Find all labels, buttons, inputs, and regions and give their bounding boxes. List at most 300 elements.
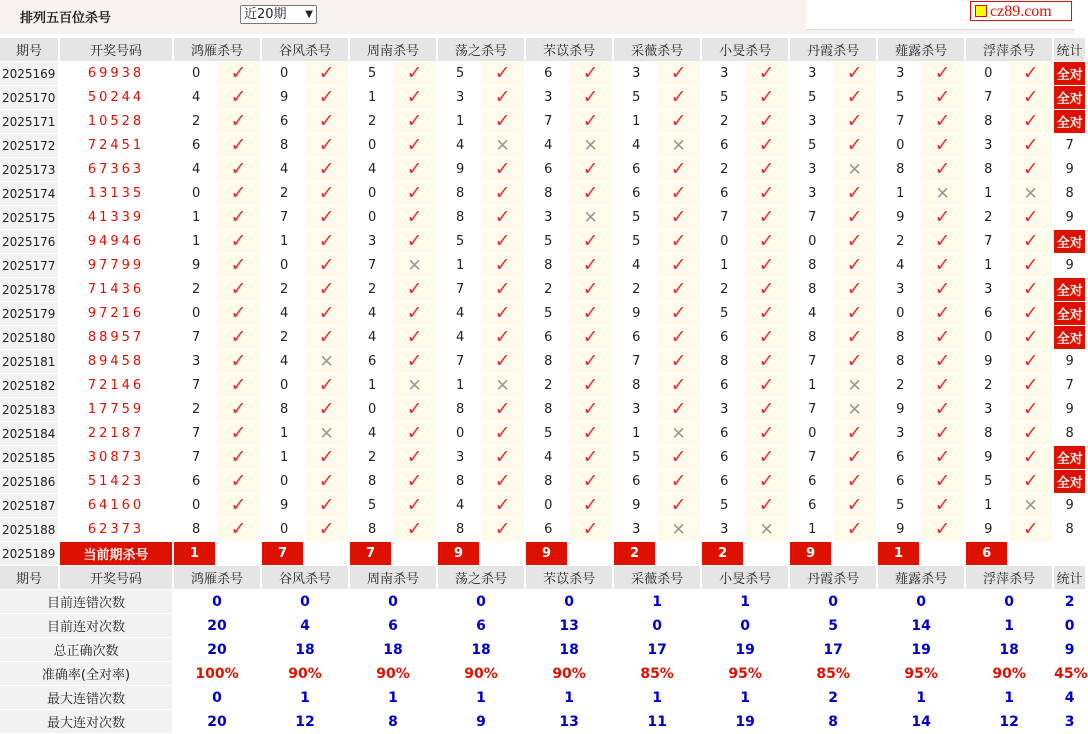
hit-mark-cell: [1009, 398, 1052, 422]
table-row: [0, 230, 1085, 254]
header-expert[interactable]: 周南杀号: [350, 566, 436, 590]
kill-number-cell: 0: [262, 518, 303, 542]
kill-number-cell: 3: [614, 62, 655, 86]
kill-number-cell: 3: [790, 182, 831, 206]
stats-row: [0, 590, 1085, 614]
header-expert[interactable]: 荡之杀号: [438, 38, 524, 62]
check-icon: ✓: [1022, 398, 1039, 420]
check-icon: ✓: [406, 398, 423, 420]
cross-icon: ✕: [583, 207, 598, 228]
current-kill-number: 9: [438, 542, 479, 566]
kill-number-cell: 3: [790, 158, 831, 182]
header-expert[interactable]: 谷风杀号: [262, 38, 348, 62]
check-icon: ✓: [934, 374, 951, 396]
period-cell: 2025180: [0, 326, 58, 350]
check-icon: ✓: [494, 254, 511, 276]
kill-number-cell: 0: [174, 182, 215, 206]
header-expert[interactable]: 谷风杀号: [262, 566, 348, 590]
kill-number-cell: 5: [878, 86, 919, 110]
check-icon: ✓: [582, 254, 599, 276]
kill-number-cell: 3: [438, 446, 479, 470]
header-expert[interactable]: 鸿雁杀号: [174, 38, 260, 62]
kill-number-cell: 4: [438, 134, 479, 158]
kill-number-cell: 9: [614, 494, 655, 518]
check-icon: ✓: [582, 398, 599, 420]
check-icon: ✓: [494, 398, 511, 420]
kill-number-cell: 6: [702, 446, 743, 470]
hit-mark-cell: [305, 182, 348, 206]
stats-value: 90%: [350, 662, 436, 686]
stats-value: 8: [350, 710, 436, 734]
kill-number-cell: 1: [966, 182, 1007, 206]
all-correct-badge: 全对: [1054, 86, 1085, 110]
hit-mark-cell: [217, 518, 260, 542]
kill-number-cell: 0: [262, 374, 303, 398]
kill-number-cell: 6: [614, 182, 655, 206]
stats-value: 0: [526, 590, 612, 614]
hit-mark-cell: [745, 230, 788, 254]
hit-mark-cell: [217, 230, 260, 254]
stats-value: 0: [966, 590, 1052, 614]
stats-label: 目前连错次数: [0, 590, 172, 614]
kill-number-cell: 0: [174, 62, 215, 86]
stats-value: 0: [702, 614, 788, 638]
hit-mark-cell: [833, 446, 876, 470]
hit-mark-cell: [569, 350, 612, 374]
check-icon: ✓: [934, 206, 951, 228]
kill-number-cell: 4: [350, 326, 391, 350]
period-cell: 2025174: [0, 182, 58, 206]
check-icon: ✓: [934, 110, 951, 132]
kill-number-cell: 0: [262, 254, 303, 278]
check-icon: ✓: [758, 134, 775, 156]
check-icon: ✓: [230, 206, 247, 228]
hit-mark-cell: [833, 254, 876, 278]
kill-number-cell: 3: [174, 350, 215, 374]
stats-value: 20: [174, 614, 260, 638]
current-stat-blank: [1054, 542, 1085, 566]
kill-number-cell: 7: [790, 446, 831, 470]
kill-number-cell: 4: [350, 422, 391, 446]
check-icon: ✓: [582, 86, 599, 108]
stats-total: 3: [1054, 710, 1085, 734]
stats-value: 18: [438, 638, 524, 662]
check-icon: ✓: [846, 278, 863, 300]
check-icon: ✓: [934, 254, 951, 276]
stats-value: 95%: [702, 662, 788, 686]
kill-number-cell: 7: [438, 350, 479, 374]
hit-mark-cell: [745, 446, 788, 470]
check-icon: ✓: [1022, 422, 1039, 444]
check-icon: ✓: [670, 398, 687, 420]
hit-mark-cell: [481, 470, 524, 494]
hit-mark-cell: [569, 470, 612, 494]
hit-mark-cell: [921, 62, 964, 86]
current-period-cell: 2025189: [0, 542, 58, 566]
kill-number-cell: 2: [262, 182, 303, 206]
stats-value: 17: [614, 638, 700, 662]
hit-mark-cell: [833, 350, 876, 374]
hit-mark-cell: [921, 374, 964, 398]
hit-mark-cell: [481, 422, 524, 446]
table-row: [0, 374, 1085, 398]
kill-number-cell: 4: [526, 446, 567, 470]
stats-value: 1: [526, 686, 612, 710]
table-row: [0, 62, 1085, 86]
kill-number-cell: 4: [526, 134, 567, 158]
check-icon: ✓: [670, 374, 687, 396]
hit-mark-cell: [657, 206, 700, 230]
check-icon: ✓: [582, 182, 599, 204]
check-icon: ✓: [758, 326, 775, 348]
kill-number-cell: 5: [702, 494, 743, 518]
check-icon: ✓: [670, 278, 687, 300]
stats-value: 1: [702, 590, 788, 614]
hit-mark-cell: [393, 374, 436, 398]
kill-number-cell: 5: [966, 470, 1007, 494]
table-row: [0, 182, 1085, 206]
kill-number-cell: 1: [262, 230, 303, 254]
draw-number-cell: 17759: [60, 398, 172, 422]
kill-number-cell: 8: [350, 518, 391, 542]
kill-number-cell: 2: [614, 278, 655, 302]
check-icon: ✓: [934, 350, 951, 372]
kill-number-cell: 8: [350, 470, 391, 494]
kill-number-cell: 0: [702, 230, 743, 254]
kill-number-cell: 3: [878, 278, 919, 302]
kill-number-cell: 1: [438, 110, 479, 134]
kill-number-cell: 7: [614, 350, 655, 374]
stats-value: 85%: [614, 662, 700, 686]
check-icon: ✓: [846, 302, 863, 324]
site-logo[interactable]: [970, 1, 1072, 21]
kill-number-cell: 6: [174, 134, 215, 158]
check-icon: ✓: [318, 374, 335, 396]
hit-mark-cell: [217, 206, 260, 230]
period-cell: 2025173: [0, 158, 58, 182]
check-icon: ✓: [494, 278, 511, 300]
hit-mark-cell: [305, 62, 348, 86]
kill-number-cell: 6: [614, 326, 655, 350]
header-expert[interactable]: 薤露杀号: [878, 38, 964, 62]
period-cell: 2025170: [0, 86, 58, 110]
check-icon: ✓: [494, 230, 511, 252]
page-title: 排列五百位杀号: [20, 11, 112, 26]
hit-mark-cell: [921, 254, 964, 278]
hit-mark-cell: [833, 206, 876, 230]
hit-mark-cell: [393, 470, 436, 494]
hit-mark-cell: [217, 110, 260, 134]
check-icon: ✓: [318, 206, 335, 228]
period-cell: 2025181: [0, 350, 58, 374]
check-icon: ✓: [230, 518, 247, 540]
stats-value: 12: [966, 710, 1052, 734]
kill-number-cell: 8: [878, 350, 919, 374]
kill-number-cell: 2: [262, 326, 303, 350]
hit-mark-cell: [657, 134, 700, 158]
kill-number-cell: 3: [526, 86, 567, 110]
table-row: [0, 302, 1085, 326]
check-icon: ✓: [494, 110, 511, 132]
draw-number-cell: 97799: [60, 254, 172, 278]
current-kill-number: 6: [966, 542, 1007, 566]
hit-mark-cell: [745, 398, 788, 422]
hit-mark-cell: [481, 230, 524, 254]
hit-mark-cell: [481, 254, 524, 278]
kill-number-cell: 0: [174, 494, 215, 518]
hit-mark-cell: [569, 110, 612, 134]
stats-value: 19: [878, 638, 964, 662]
kill-number-cell: 6: [526, 62, 567, 86]
kill-number-cell: 0: [350, 134, 391, 158]
cross-icon: ✕: [671, 519, 686, 540]
kill-number-cell: 4: [614, 254, 655, 278]
hit-mark-cell: [393, 206, 436, 230]
hit-mark-cell: [305, 374, 348, 398]
check-icon: ✓: [846, 470, 863, 492]
hit-mark-cell: [921, 230, 964, 254]
stats-value: 19: [702, 710, 788, 734]
check-icon: ✓: [758, 350, 775, 372]
kill-number-cell: 1: [790, 518, 831, 542]
header-expert[interactable]: 芣苡杀号: [526, 38, 612, 62]
check-icon: ✓: [230, 422, 247, 444]
check-icon: ✓: [846, 422, 863, 444]
all-correct-badge: 全对: [1054, 446, 1085, 470]
hit-mark-cell: [1009, 254, 1052, 278]
header-expert[interactable]: 薤露杀号: [878, 566, 964, 590]
check-icon: ✓: [1022, 446, 1039, 468]
header-expert[interactable]: 采薇杀号: [614, 38, 700, 62]
hit-mark-cell: [657, 302, 700, 326]
current-kill-number: 1: [174, 542, 215, 566]
kill-number-cell: 2: [174, 398, 215, 422]
check-icon: ✓: [582, 230, 599, 252]
kill-number-cell: 7: [174, 374, 215, 398]
hit-mark-cell: [393, 230, 436, 254]
draw-number-cell: 71436: [60, 278, 172, 302]
kill-number-cell: 9: [438, 158, 479, 182]
hit-mark-cell: [569, 134, 612, 158]
hit-mark-cell: [1009, 278, 1052, 302]
cross-icon: ✕: [583, 135, 598, 156]
stats-value: 1: [614, 590, 700, 614]
kill-number-cell: 2: [526, 278, 567, 302]
header-expert[interactable]: 鸿雁杀号: [174, 566, 260, 590]
hit-mark-cell: [393, 86, 436, 110]
hit-mark-cell: [657, 62, 700, 86]
hit-mark-cell: [217, 350, 260, 374]
check-icon: ✓: [494, 350, 511, 372]
hit-mark-cell: [1009, 494, 1052, 518]
hit-mark-cell: [745, 254, 788, 278]
kill-number-cell: 5: [614, 446, 655, 470]
hit-mark-cell: [657, 446, 700, 470]
period-cell: 2025184: [0, 422, 58, 446]
stat-count-cell: 7: [1054, 374, 1085, 398]
kill-number-cell: 0: [878, 302, 919, 326]
check-icon: ✓: [934, 302, 951, 324]
check-icon: ✓: [1022, 302, 1039, 324]
hit-mark-cell: [1009, 182, 1052, 206]
stats-total: 45%: [1054, 662, 1085, 686]
hit-mark-cell: [217, 302, 260, 326]
kill-number-cell: 1: [702, 254, 743, 278]
period-range-select[interactable]: [240, 5, 317, 24]
kill-number-cell: 8: [614, 374, 655, 398]
stats-value: 100%: [174, 662, 260, 686]
check-icon: ✓: [934, 86, 951, 108]
kill-number-cell: 7: [174, 446, 215, 470]
kill-number-cell: 1: [614, 422, 655, 446]
hit-mark-cell: [745, 134, 788, 158]
check-icon: ✓: [758, 182, 775, 204]
kill-number-cell: 7: [350, 254, 391, 278]
kill-number-cell: 8: [438, 470, 479, 494]
draw-number-cell: 72451: [60, 134, 172, 158]
header-expert[interactable]: 丹霞杀号: [790, 38, 876, 62]
header-row: [0, 566, 1085, 590]
stats-value: 1: [966, 686, 1052, 710]
hit-mark-cell: [393, 326, 436, 350]
check-icon: ✓: [406, 302, 423, 324]
kill-number-cell: 9: [966, 518, 1007, 542]
check-icon: ✓: [494, 518, 511, 540]
draw-number-cell: 88957: [60, 326, 172, 350]
header-expert[interactable]: 浮萍杀号: [966, 38, 1052, 62]
stats-value: 11: [614, 710, 700, 734]
check-icon: ✓: [406, 182, 423, 204]
kill-number-cell: 8: [174, 518, 215, 542]
cross-icon: ✕: [407, 255, 422, 276]
kill-number-cell: 3: [702, 518, 743, 542]
header-expert[interactable]: 周南杀号: [350, 38, 436, 62]
check-icon: ✓: [670, 86, 687, 108]
check-icon: ✓: [318, 110, 335, 132]
kill-number-cell: 2: [702, 158, 743, 182]
kill-number-cell: 8: [438, 398, 479, 422]
check-icon: ✓: [934, 518, 951, 540]
kill-number-cell: 6: [966, 302, 1007, 326]
all-correct-badge: 全对: [1054, 326, 1085, 350]
header-expert[interactable]: 小旻杀号: [702, 566, 788, 590]
stat-count-cell: 9: [1054, 158, 1085, 182]
check-icon: ✓: [758, 302, 775, 324]
kill-number-cell: 5: [614, 86, 655, 110]
hit-mark-cell: [393, 110, 436, 134]
check-icon: ✓: [1022, 62, 1039, 84]
stats-value: 13: [526, 614, 612, 638]
hit-mark-cell: [745, 518, 788, 542]
header-expert[interactable]: 荡之杀号: [438, 566, 524, 590]
check-icon: ✓: [934, 422, 951, 444]
hit-mark-cell: [217, 158, 260, 182]
check-icon: ✓: [318, 254, 335, 276]
kill-number-cell: 5: [350, 62, 391, 86]
check-icon: ✓: [230, 110, 247, 132]
hit-mark-cell: [481, 446, 524, 470]
kill-number-cell: 0: [790, 230, 831, 254]
hit-mark-cell: [393, 398, 436, 422]
header-expert[interactable]: 芣苡杀号: [526, 566, 612, 590]
hit-mark-cell: [657, 422, 700, 446]
hit-mark-cell: [1009, 134, 1052, 158]
kill-number-cell: 0: [174, 302, 215, 326]
hit-mark-cell: [745, 110, 788, 134]
kill-number-cell: 6: [702, 134, 743, 158]
stats-value: 20: [174, 710, 260, 734]
check-icon: ✓: [230, 278, 247, 300]
kill-number-cell: 8: [526, 470, 567, 494]
check-icon: ✓: [494, 422, 511, 444]
header-expert[interactable]: 浮萍杀号: [966, 566, 1052, 590]
kill-number-cell: 8: [526, 398, 567, 422]
kill-number-cell: 1: [438, 374, 479, 398]
stats-value: 0: [262, 590, 348, 614]
check-icon: ✓: [582, 446, 599, 468]
hit-mark-cell: [481, 206, 524, 230]
check-icon: ✓: [846, 230, 863, 252]
check-icon: ✓: [670, 350, 687, 372]
hit-mark-cell: [1009, 446, 1052, 470]
check-icon: ✓: [582, 422, 599, 444]
hit-mark-cell: [569, 230, 612, 254]
hit-mark-cell: [569, 278, 612, 302]
stats-label: 准确率(全对率): [0, 662, 172, 686]
draw-number-cell: 94946: [60, 230, 172, 254]
check-icon: ✓: [494, 206, 511, 228]
hit-mark-cell: [481, 158, 524, 182]
check-icon: ✓: [230, 446, 247, 468]
check-icon: ✓: [934, 494, 951, 516]
header-expert[interactable]: 采薇杀号: [614, 566, 700, 590]
check-icon: ✓: [230, 134, 247, 156]
check-icon: ✓: [846, 62, 863, 84]
hit-mark-cell: [217, 182, 260, 206]
kill-number-cell: 0: [526, 494, 567, 518]
kill-number-table: [0, 38, 1087, 734]
stat-count-cell: 8: [1054, 422, 1085, 446]
current-kill-number: 7: [262, 542, 303, 566]
kill-number-cell: 5: [702, 302, 743, 326]
check-icon: ✓: [582, 62, 599, 84]
stats-value: 18: [526, 638, 612, 662]
check-icon: ✓: [406, 62, 423, 84]
kill-number-cell: 2: [702, 110, 743, 134]
stats-value: 90%: [526, 662, 612, 686]
hit-mark-cell: [745, 158, 788, 182]
period-cell: 2025183: [0, 398, 58, 422]
stats-value: 0: [438, 590, 524, 614]
header-expert[interactable]: 丹霞杀号: [790, 566, 876, 590]
hit-mark-cell: [1009, 110, 1052, 134]
header-expert[interactable]: 小旻杀号: [702, 38, 788, 62]
hit-mark-cell: [393, 302, 436, 326]
kill-number-cell: 0: [350, 206, 391, 230]
hit-mark-cell: [481, 278, 524, 302]
kill-number-cell: 2: [350, 446, 391, 470]
check-icon: ✓: [318, 302, 335, 324]
hit-mark-cell: [745, 494, 788, 518]
check-icon: ✓: [318, 470, 335, 492]
check-icon: ✓: [846, 254, 863, 276]
hit-mark-cell: [305, 494, 348, 518]
check-icon: ✓: [846, 134, 863, 156]
kill-number-cell: 1: [262, 446, 303, 470]
hit-mark-cell: [921, 470, 964, 494]
hit-mark-cell: [569, 446, 612, 470]
stats-value: 1: [614, 686, 700, 710]
